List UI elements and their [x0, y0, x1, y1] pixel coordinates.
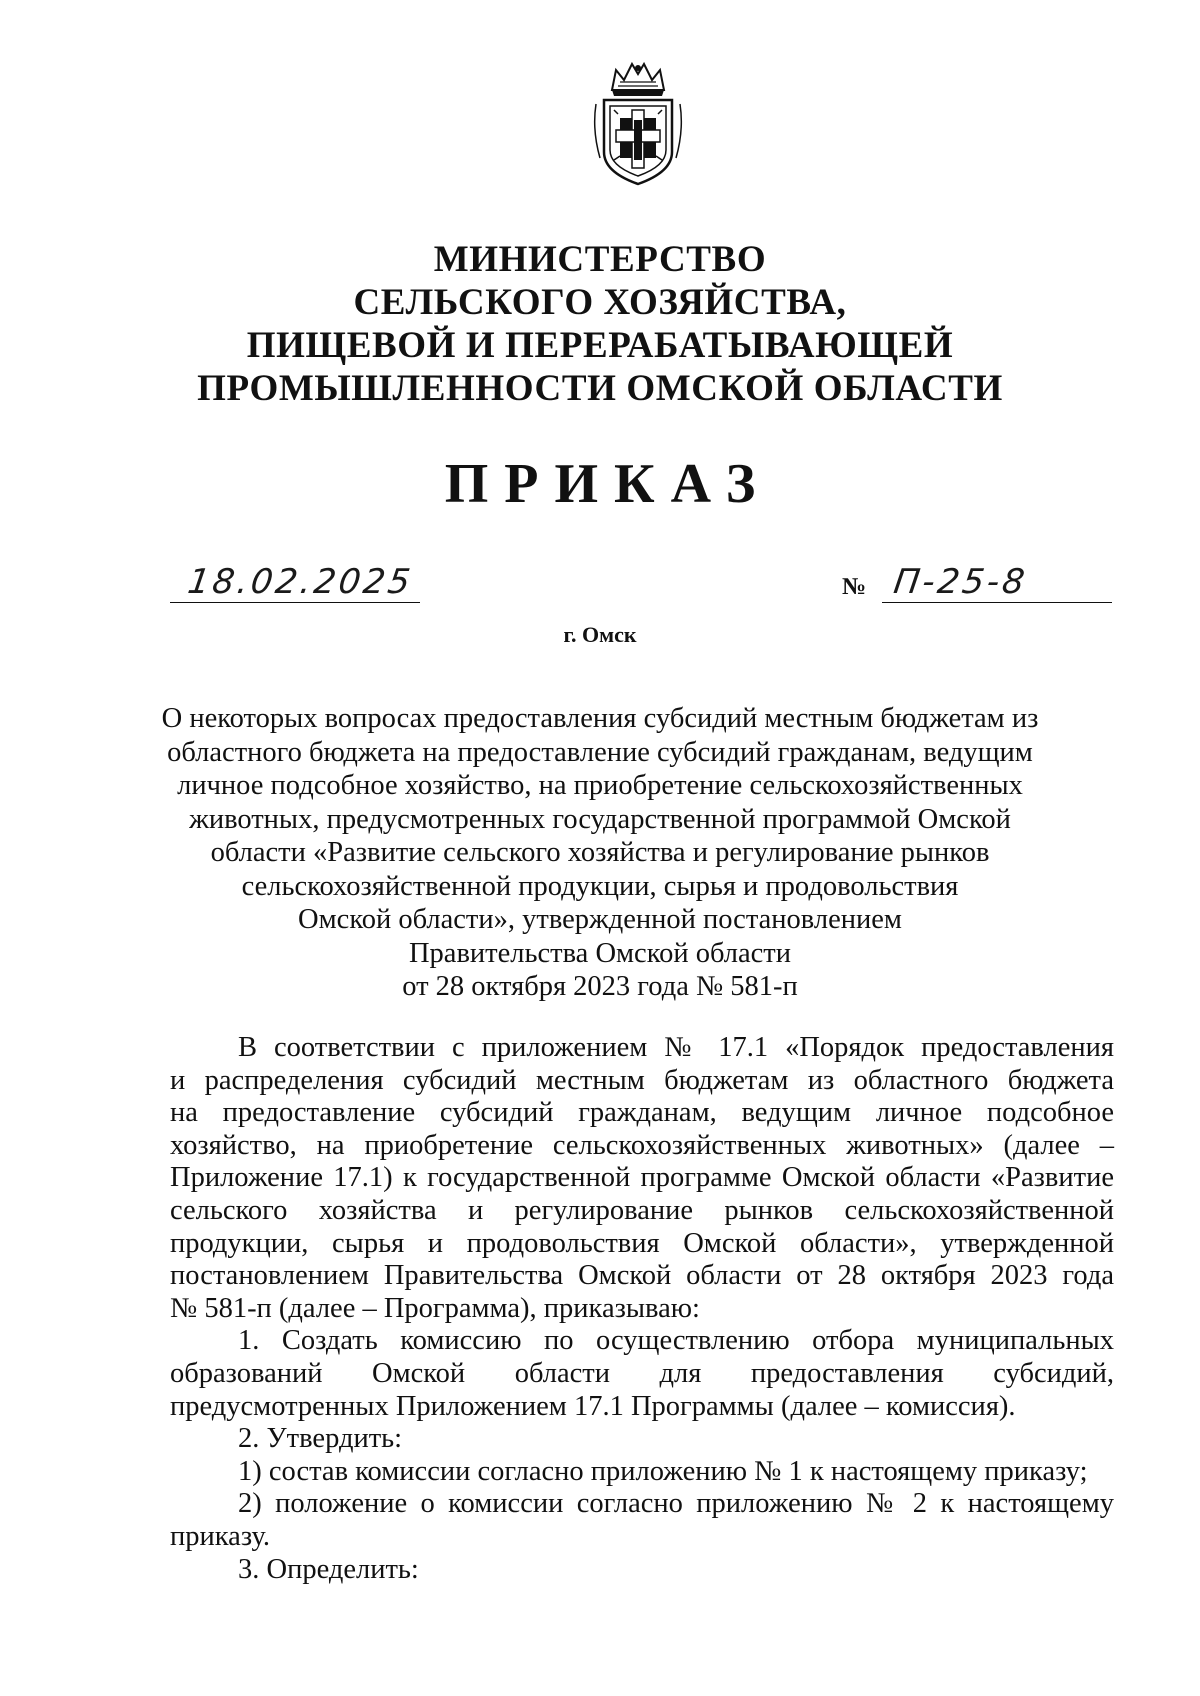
subject-line: Омской области», утвержденной постановлением — [298, 904, 902, 935]
handwritten-date: 18.02.2025 — [185, 562, 416, 602]
city-label: г. Омск — [563, 622, 637, 647]
document-type-title: ПРИКАЗ — [444, 453, 772, 515]
body-line: Приложение 17.1) к государственной программе Омской области «Развитие — [170, 1162, 1114, 1194]
subject-line: областного бюджета на предоставление субсидий гражданам, ведущим — [167, 736, 1033, 768]
body-line: сельского хозяйства и регулирование рынков сельскохозяйственной — [170, 1194, 1114, 1226]
item-2-heading: 2. Утвердить: — [238, 1423, 403, 1455]
body-line: и распределения субсидий местным бюджетам из областного бюджета — [170, 1064, 1114, 1096]
body-line: хозяйство, на приобретение сельскохозяйственных животных» (далее – — [170, 1129, 1114, 1161]
item-3-heading: 3. Определить: — [238, 1553, 419, 1585]
body-line: № 581-п (далее – Программа), приказываю: — [170, 1292, 700, 1324]
omsk-oblast-coat-of-arms-icon — [590, 60, 686, 188]
body-line: постановлением Правительства Омской области от 28 октября 2023 года — [170, 1260, 1114, 1292]
body-line: В соответствии с приложением № 17.1 «Порядок предоставления — [238, 1032, 1114, 1063]
order-date — [170, 562, 420, 606]
item-2-2-paragraph — [170, 1488, 1114, 1553]
body-line: приказу. — [170, 1520, 271, 1552]
ministry-line: ПИЩЕВОЙ И ПЕРЕРАБАТЫВАЮЩЕЙ — [246, 325, 954, 366]
ministry-line: ПРОМЫШЛЕННОСТИ ОМСКОЙ ОБЛАСТИ — [197, 368, 1003, 409]
order-number — [842, 562, 1112, 606]
number-underline — [882, 602, 1112, 603]
body-line: 2) положение о комиссии согласно приложению № 2 к настоящему — [238, 1488, 1114, 1520]
subject-line: личное подсобное хозяйство, на приобретение сельскохозяйственных — [177, 770, 1023, 801]
body-line: продукции, сырья и продовольствия Омской области», утвержденной — [170, 1227, 1114, 1259]
subject-line: области «Развитие сельского хозяйства и регулирование рынков — [210, 837, 990, 868]
number-sign: № — [842, 574, 867, 600]
subject-line: от 28 октября 2023 года № 581-п — [402, 971, 798, 1002]
order-subject — [0, 702, 1200, 1004]
subject-line: животных, предусмотренных государственной программой Омской — [189, 803, 1011, 835]
body-line: предусмотренных Приложением 17.1 Программы (далее – комиссия). — [170, 1390, 1016, 1422]
body-line: образований Омской области для предоставления субсидий, — [170, 1357, 1114, 1389]
handwritten-number: П-25-8 — [891, 562, 1030, 602]
subject-line: О некоторых вопросах предоставления субсидий местным бюджетам из — [161, 703, 1039, 734]
body-line: на предоставление субсидий гражданам, ведущим личное подсобное — [170, 1097, 1114, 1129]
subject-line: сельскохозяйственной продукции, сырья и продовольствия — [241, 870, 959, 902]
ministry-line: СЕЛЬСКОГО ХОЗЯЙСТВА, — [353, 282, 847, 323]
item-1-paragraph — [170, 1325, 1114, 1423]
subject-line: Правительства Омской области — [408, 937, 792, 969]
ministry-line: МИНИСТЕРСТВО — [433, 239, 767, 280]
preamble-paragraph — [170, 1032, 1114, 1325]
order-body — [170, 1032, 1114, 1586]
date-underline — [170, 602, 420, 603]
ministry-name — [0, 238, 1200, 410]
item-2-1: 1) состав комиссии согласно приложению № 1 к настоящему приказу; — [238, 1455, 1088, 1487]
body-line: 1. Создать комиссию по осуществлению отбора муниципальных — [238, 1325, 1114, 1357]
